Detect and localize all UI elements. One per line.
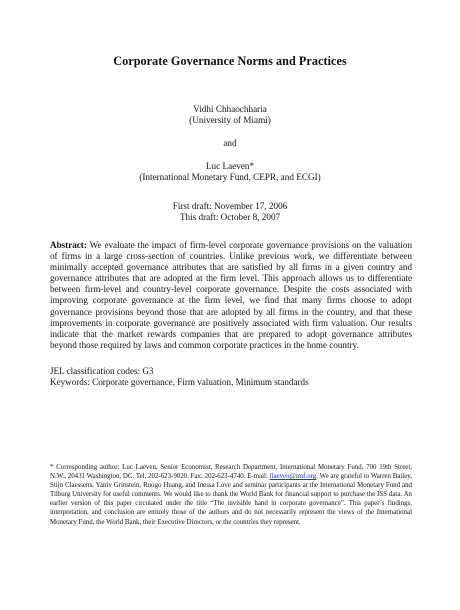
footnote-text-after-email: . We are grateful to Warren Bailey, Stijn Claessens, Yaniv Grinstein, Ruogo Huang, and Inessa Love and seminar participants at the International Monetary Fund and Tilburg University for useful comments. We would like to thank the World Bank for financial support to purchase the ISS data. An earlier version of this paper circulated under the title “The invisible hand in corporate governance”. This paper’s findings, interpretation, and conclusion are entirely those of the authors and do not necessarily represent the views of the International Monetary Fund, the World Bank, their Executive Directors, or the countries they represent.: [50, 473, 412, 526]
first-draft-date: First draft: November 17, 2006: [172, 201, 288, 211]
footnote-text-before-email: * Corresponding author: Luc Laeven, Senior Economist, Research Department, International Monetary Fund, 700 19th Street, N.W., 20431 Washington, DC. Tel. 202-623-9020. Fax: 202-623-4740. E-mail:: [50, 464, 412, 481]
jel-classification: JEL classification codes: G3: [50, 366, 154, 376]
abstract-paragraph: [50, 240, 412, 351]
abstract-text: We evaluate the impact of firm-level corporate governance provisions on the valuation of firms in a large cross-section of countries. Unlike previous work, we differentiate between minimally accepted governance attributes that are satisfied by all firms in a given country and governance attributes that are adopted at the firm level. This approach allows us to differentiate between firm-level and country-level corporate governance. Despite the costs associated with improving corporate governance at the firm level, we find that many firms choose to adopt governance provisions beyond those that are adopted by all firms in the country, and that these improvements in corporate governance are positively associated with firm valuation. Our results indicate that the market rewards companies that are prepared to adopt governance attributes beyond those required by laws and common corporate practices in the home country.: [50, 240, 412, 350]
this-draft-date: This draft: October 8, 2007: [179, 212, 281, 223]
author-affiliation-1: (University of Miami): [189, 115, 271, 126]
author-conjunction: [0, 138, 460, 149]
draft-dates: [0, 201, 460, 223]
abstract-label: Abstract:: [50, 240, 87, 250]
and-text: and: [223, 138, 237, 148]
corresponding-author-footnote: [50, 463, 412, 527]
author-name-2: Luc Laeven*: [205, 161, 255, 171]
author-block-2: [0, 161, 460, 183]
email-link[interactable]: llaeven@imf.org: [269, 473, 317, 481]
keywords-line: Keywords: Corporate governance, Firm valuation, Minimum standards: [50, 377, 309, 387]
author-affiliation-2: (International Monetary Fund, CEPR, and ECGI): [139, 172, 321, 183]
author-name-1: Vidhi Chhaochharia: [193, 104, 267, 114]
paper-title: Corporate Governance Norms and Practices: [113, 54, 347, 68]
author-block-1: [0, 104, 460, 126]
